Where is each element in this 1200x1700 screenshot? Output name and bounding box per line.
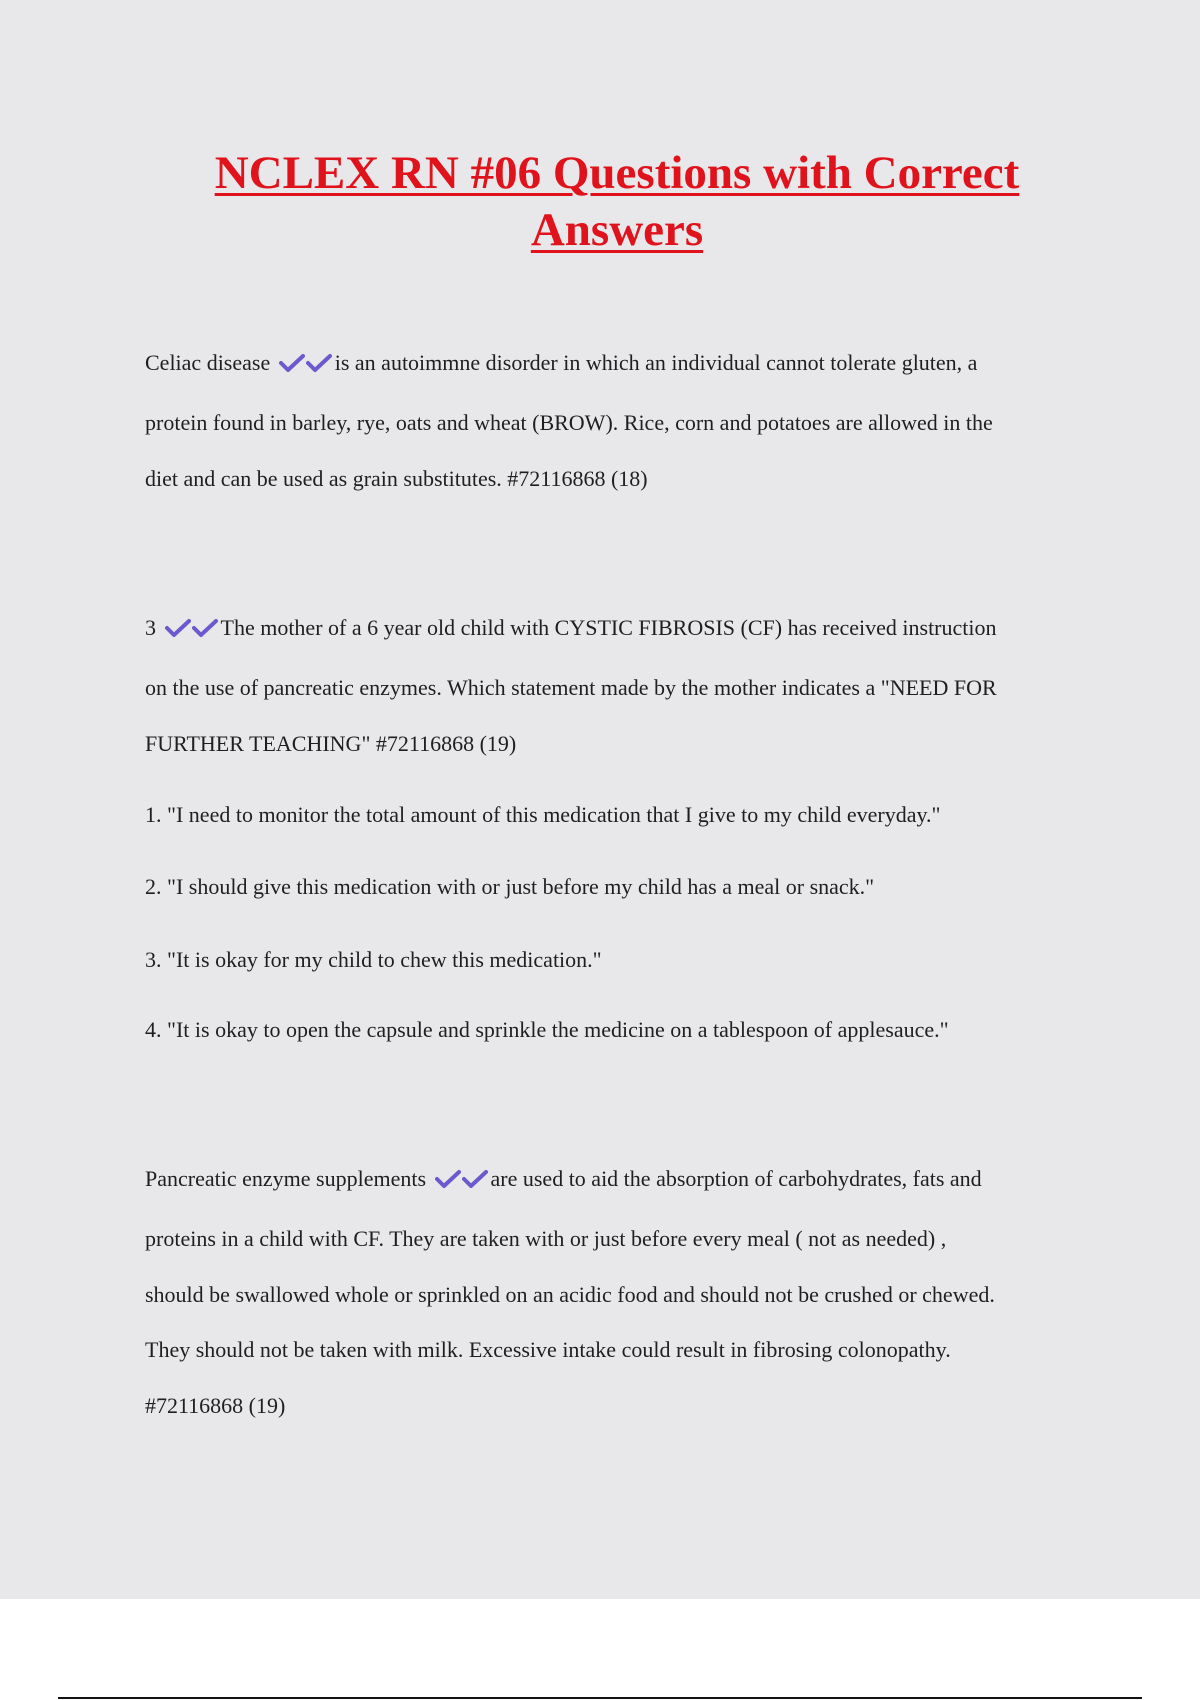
checkmark-icon — [192, 618, 218, 638]
title-line-2: Answers — [530, 204, 704, 256]
question-number: 3 — [145, 615, 156, 640]
footer-divider — [58, 1697, 1142, 1699]
checkmark-icon — [462, 1169, 488, 1189]
answer-term: Pancreatic enzyme supplements — [145, 1166, 427, 1191]
answer-term: Celiac disease — [145, 350, 271, 375]
answer-text: is an autoimmne disorder in which an individual cannot tolerate gluten, a — [334, 350, 978, 375]
question-text: The mother of a 6 year old child with CYSTIC FIBROSIS (CF) has received instruction — [220, 615, 997, 640]
answer-text: are used to aid the absorption of carbohydrates, fats and — [490, 1166, 982, 1191]
checkmark-icon — [165, 618, 191, 638]
checkmark-icon — [279, 353, 305, 373]
checkmark-icon — [435, 1169, 461, 1189]
document-title — [0, 145, 1200, 259]
title-line-1: NCLEX RN #06 Questions with Correct — [214, 147, 1020, 199]
document-page: NCLEX RN #06 Questions with Correct Answers Celiac disease is an autoimmne disorder in which an individual cannot tolerate gluten, a protein found in barley, rye, oats and wheat (BROW). Rice, corn and potatoes are allowed in the diet and can be used as grain substitutes. #72116868 (18) 3 The mother of a 6 year old child with CYSTIC FIBROSIS (CF) has received instruction on the use of pancreatic enzymes. Which statement made by the mother indicates a "NEED FOR FURTHER TEACHING" #72116868 (19) 1. "I need to monitor the total amount of this medication that I give to my child everyday." 2. "I should give this medication with or just before my child has a meal or snack." 3. "It is okay for my child to chew this medication." 4. "It is okay to open the capsule and sprinkle the medicine on a tablespoon of applesauce." Pancreatic enzyme supplements are used to aid the absorption of carbohydrates, fats and proteins in a child with CF. They are taken with or just before every meal ( not as needed) , should be swallowed whole or sprinkled on an acidic food and should not be crushed or chewed. They should not be taken with milk. Excessive intake could result in fibrosing colonopathy. #72116868 (19) — [0, 0, 1200, 1599]
checkmark-icon — [306, 353, 332, 373]
